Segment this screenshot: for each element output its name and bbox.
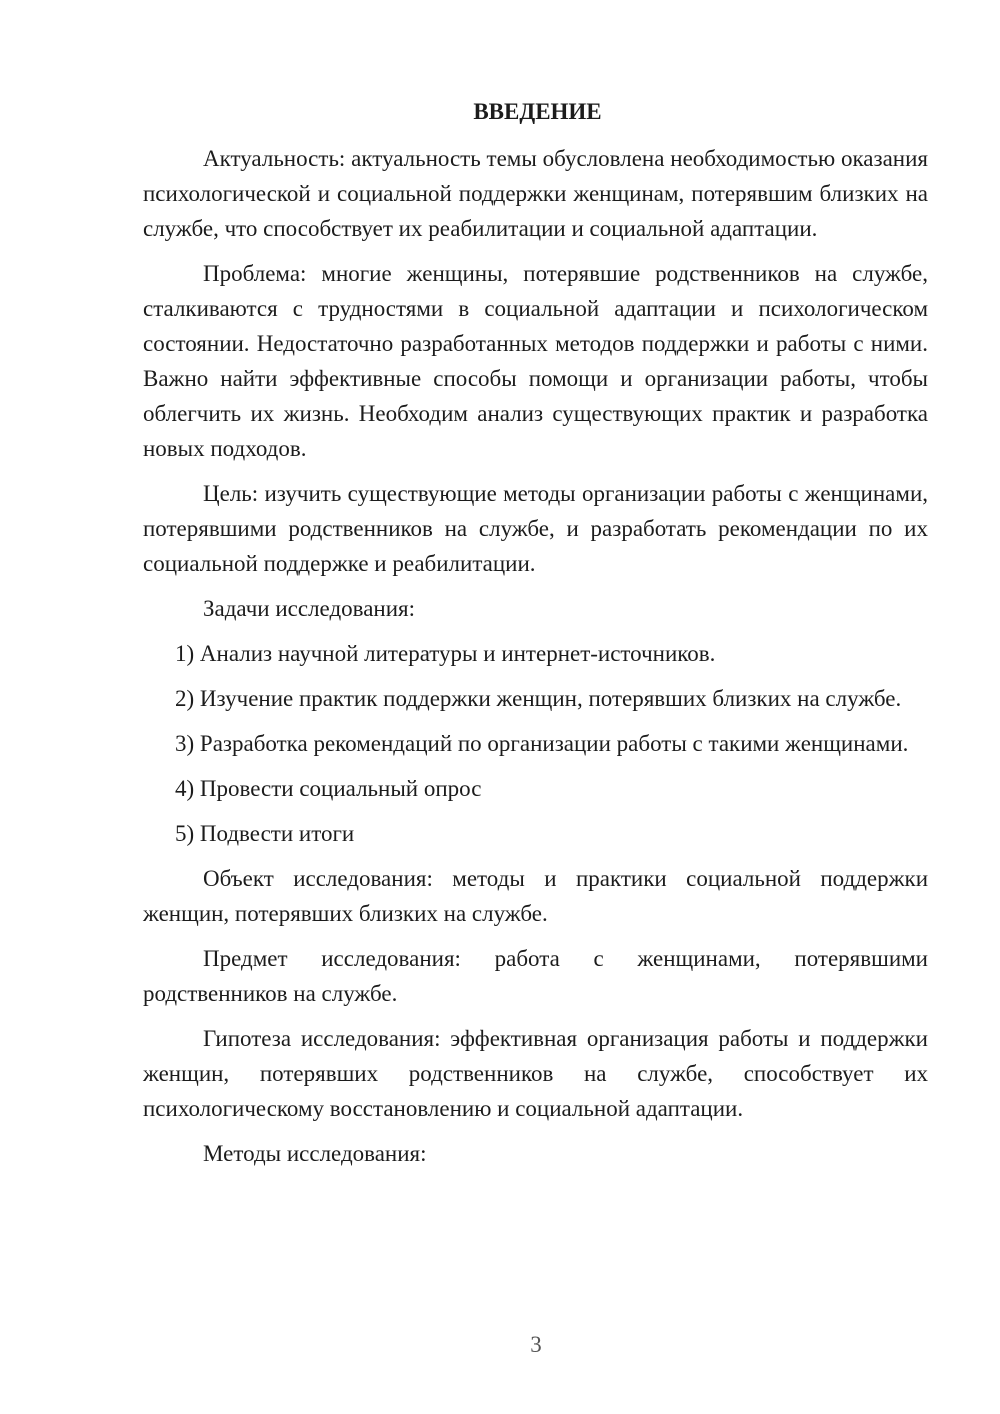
page-content: [143, 94, 928, 1181]
task-item-5: 5) Подвести итоги: [175, 821, 355, 846]
task-item-2: 2) Изучение практик поддержки женщин, потерявших близких на службе.: [175, 686, 902, 711]
methods-title: Методы исследования:: [203, 1141, 427, 1166]
subject-paragraph: Предмет исследования: работа с женщинами, потерявшими родственников на службе.: [143, 946, 928, 1006]
task-item-1: 1) Анализ научной литературы и интернет-источников.: [175, 641, 716, 666]
task-item-3: 3) Разработка рекомендаций по организации работы с такими женщинами.: [175, 731, 909, 756]
page-number: 3: [530, 1332, 542, 1357]
tasks-title: Задачи исследования:: [203, 596, 416, 621]
section-heading: ВВЕДЕНИЕ: [473, 99, 602, 124]
relevance-paragraph: Актуальность: актуальность темы обусловлена необходимостью оказания психологической и социальной поддержки женщинам, потерявшим близких на службе, что способствует их реабилитации и социальной адаптации.: [143, 146, 928, 241]
object-paragraph: Объект исследования: методы и практики социальной поддержки женщин, потерявших близких на службе.: [143, 866, 928, 926]
task-item-4: 4) Провести социальный опрос: [175, 776, 482, 801]
problem-paragraph: Проблема: многие женщины, потерявшие родственников на службе, сталкиваются с трудностями в социальной адаптации и психологическом состоянии. Недостаточно разработанных методов поддержки и работы с ними. Важно найти эффективные способы помощи и организации работы, чтобы облегчить их жизнь. Необходим анализ существующих практик и разработка новых подходов.: [143, 261, 928, 461]
goal-paragraph: Цель: изучить существующие методы организации работы с женщинами, потерявшими родственников на службе, и разработать рекомендации по их социальной поддержке и реабилитации.: [143, 481, 928, 576]
hypothesis-paragraph: Гипотеза исследования: эффективная организация работы и поддержки женщин, потерявших родственников на службе, способствует их психологическому восстановлению и социальной адаптации.: [143, 1026, 928, 1121]
